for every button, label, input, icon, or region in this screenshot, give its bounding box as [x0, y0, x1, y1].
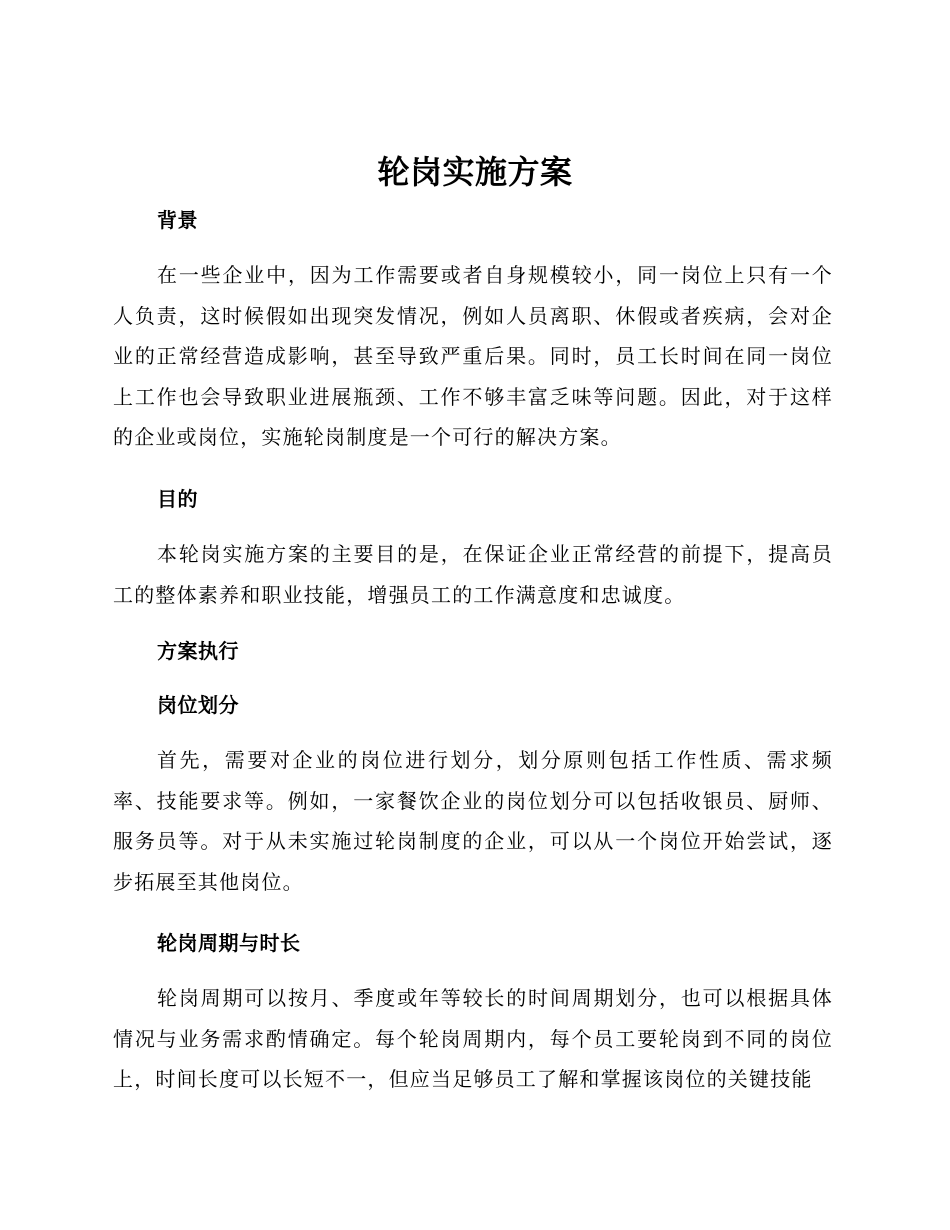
document-title: 轮岗实施方案 [377, 153, 573, 191]
section-heading-rotation-period: 轮岗周期与时长 [157, 931, 301, 955]
section-paragraph-position-division: 首先，需要对企业的岗位进行划分，划分原则包括工作性质、需求频率、技能要求等。例如，一家餐饮企业的岗位划分可以包括收银员、厨师、服务员等。对于从未实施过轮岗制度的企业，可以从一个岗位开始尝试，逐步拓展至其他岗位。 [113, 748, 833, 894]
section-heading-purpose: 目的 [157, 487, 198, 511]
section-paragraph-background: 在一些企业中，因为工作需要或者自身规模较小，同一岗位上只有一个人负责，这时候假如出现突发情况，例如人员离职、休假或者疾病，会对企业的正常经营造成影响，甚至导致严重后果。同时，员工长时间在同一岗位上工作也会导致职业进展瓶颈、工作不够丰富乏味等问题。因此，对于这样的企业或岗位，实施轮岗制度是一个可行的解决方案。 [113, 263, 833, 449]
section-heading-background: 背景 [157, 208, 198, 232]
section-heading-position-division: 岗位划分 [157, 693, 239, 717]
section-paragraph-purpose: 本轮岗实施方案的主要目的是，在保证企业正常经营的前提下，提高员工的整体素养和职业技能，增强员工的工作满意度和忠诚度。 [113, 542, 833, 607]
section-heading-execution: 方案执行 [157, 639, 239, 663]
section-paragraph-rotation-period: 轮岗周期可以按月、季度或年等较长的时间周期划分，也可以根据具体情况与业务需求酌情确定。每个轮岗周期内，每个员工要轮岗到不同的岗位上，时间长度可以长短不一，但应当足够员工了解和掌握该岗位的关键技能 [113, 986, 833, 1091]
